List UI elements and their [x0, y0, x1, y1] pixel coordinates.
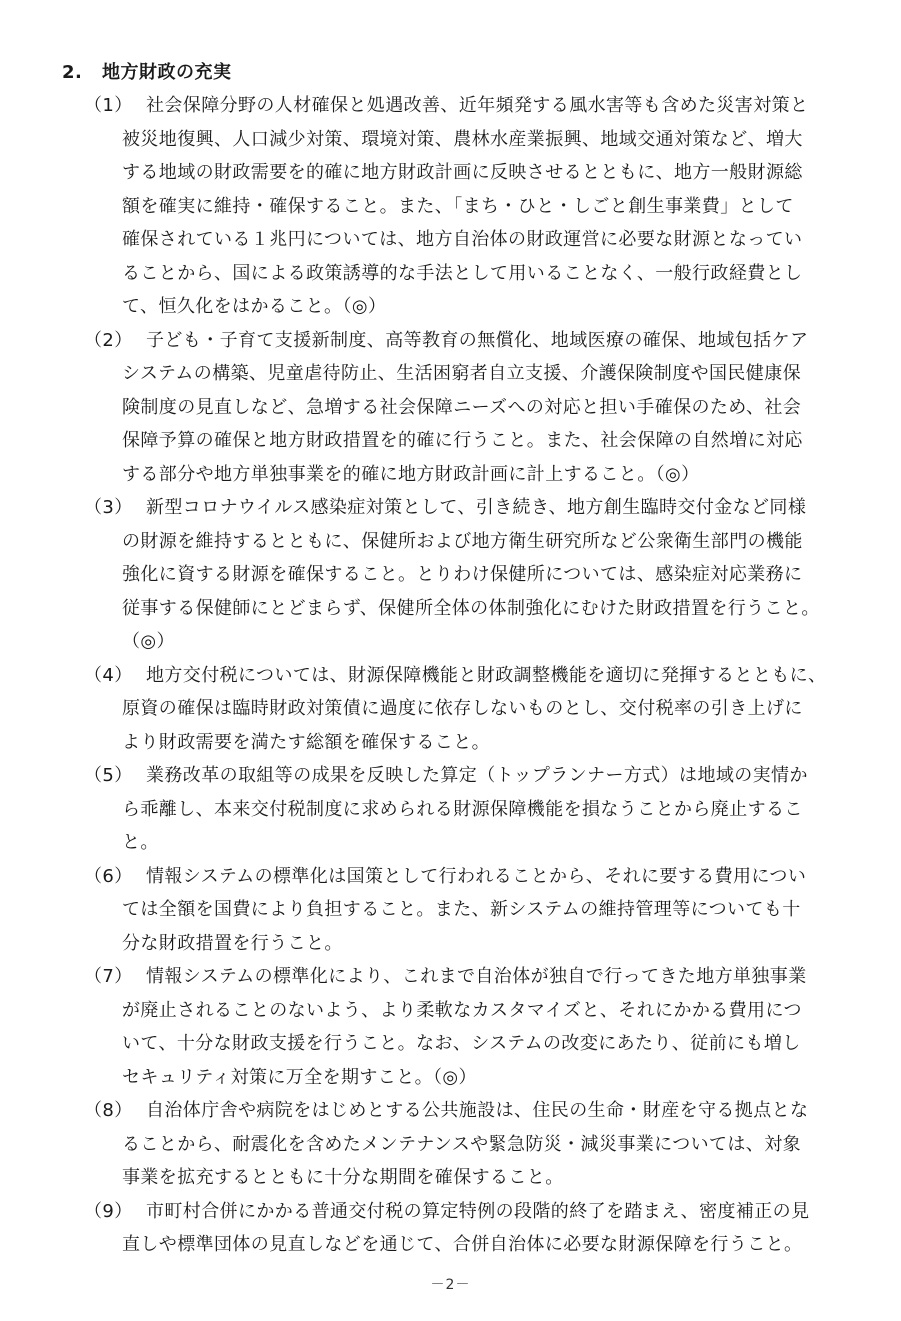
item-line: 保障予算の確保と地方財政措置を的確に行うこと。また、社会保障の自然増に対応 [122, 430, 803, 451]
item-line: 子ども・子育て支援新制度、高等教育の無償化、地域医療の確保、地域包括ケア [146, 329, 809, 351]
item-line: 強化に資する財源を確保すること。とりわけ保健所については、感染症対応業務に [122, 564, 803, 585]
item-line: より財政需要を満たす総額を確保すること。 [122, 731, 490, 753]
item-line: が廃止されることのないよう、より柔軟なカスタマイズと、それにかかる費用につ [122, 999, 802, 1021]
item-line: （◎） [122, 631, 175, 652]
item-line: 確保されている１兆円については、地方自治体の財政運営に必要な財源となってい [122, 229, 803, 250]
item-line: 従事する保健師にとどまらず、保健所全体の体制強化にむけた財政措置を行うこと。 [122, 597, 820, 619]
item-line: 被災地復興、人口減少対策、環境対策、農林水産業振興、地域交通対策など、増大 [122, 128, 803, 150]
item-line: 額を確実に維持・確保すること。また、「まち・ひと・しごと創生事業費」として [122, 195, 794, 217]
item-label: （8） [84, 1100, 133, 1121]
item-line: ることから、耐震化を含めたメンテナンスや緊急防災・減災事業については、対象 [122, 1133, 801, 1155]
list-item [0, 1094, 901, 1195]
section-heading [62, 58, 232, 84]
item-line: 新型コロナウイルス感染症対策として、引き続き、地方創生臨時交付金など同様 [146, 497, 807, 518]
section-title: 地方財政の充実 [102, 62, 232, 83]
item-line: 事業を拡充するとともに十分な期間を確保すること。 [122, 1167, 564, 1188]
item-line: と。 [122, 832, 159, 853]
list-item [0, 491, 901, 659]
item-line: 原資の確保は臨時財政対策債に過度に依存しないものとし、交付税率の引き上げに [122, 698, 803, 719]
list-item [0, 960, 901, 1094]
item-line: ら乖離し、本来交付税制度に求められる財源保障機能を損なうことから廃止するこ [122, 798, 803, 820]
section-number: 2. [62, 62, 83, 83]
page-number: －2－ [430, 1277, 471, 1293]
item-line: 市町村合併にかかる普通交付税の算定特例の段階的終了を踏まえ、密度補正の見 [146, 1200, 810, 1222]
item-line: 分な財政措置を行うこと。 [122, 932, 343, 954]
item-line: 情報システムの標準化は国策として行われることから、それに要する費用につい [146, 865, 807, 887]
item-line: て、恒久化をはかること。（◎） [122, 296, 387, 317]
item-line: 険制度の見直しなど、急増する社会保障ニーズへの対応と担い手確保のため、社会 [122, 396, 802, 418]
item-label: （6） [84, 865, 133, 887]
list-item [0, 659, 901, 760]
item-line: セキュリティ対策に万全を期すこと。（◎） [122, 1066, 477, 1088]
item-label: （7） [84, 966, 133, 987]
item-line: する部分や地方単独事業を的確に地方財政計画に計上すること。（◎） [122, 463, 700, 485]
item-line: システムの構築、児童虐待防止、生活困窮者自立支援、介護保険制度や国民健康保 [122, 363, 801, 384]
item-label: （3） [84, 497, 133, 518]
list-item [0, 860, 901, 961]
item-line: ることから、国による政策誘導的な手法として用いることなく、一般行政経費とし [122, 262, 803, 284]
item-line: ては全額を国費により負担すること。また、新システムの維持管理等についても十 [122, 899, 801, 920]
item-line: 地方交付税については、財源保障機能と財政調整機能を適切に発揮するとともに、 [146, 664, 827, 686]
list-item [0, 89, 901, 324]
item-label: （9） [84, 1200, 133, 1222]
item-line: いて、十分な財政支援を行うこと。なお、システムの改変にあたり、従前にも増し [122, 1033, 801, 1054]
item-line: 情報システムの標準化により、これまで自治体が独自で行ってきた地方単独事業 [146, 966, 807, 987]
item-line: 社会保障分野の人材確保と処遇改善、近年頻発する風水害等も含めた災害対策と [146, 95, 809, 116]
item-label: （4） [84, 664, 133, 686]
list-item [0, 1195, 901, 1262]
item-line: の財源を維持するとともに、保健所および地方衛生研究所など公衆衛生部門の機能 [122, 530, 803, 552]
item-line: する地域の財政需要を的確に地方財政計画に反映させるとともに、地方一般財源総 [122, 162, 803, 183]
item-line: 業務改革の取組等の成果を反映した算定（トップランナー方式）は地域の実情か [146, 765, 808, 786]
item-label: （5） [84, 765, 133, 786]
item-list [0, 89, 901, 1262]
item-label: （1） [84, 95, 133, 116]
item-line: 自治体庁舎や病院をはじめとする公共施設は、住民の生命・財産を守る拠点とな [146, 1100, 809, 1121]
item-label: （2） [84, 329, 133, 351]
list-item [0, 324, 901, 492]
item-line: 直しや標準団体の見直しなどを通じて、合併自治体に必要な財源保障を行うこと。 [122, 1234, 803, 1255]
list-item [0, 759, 901, 860]
